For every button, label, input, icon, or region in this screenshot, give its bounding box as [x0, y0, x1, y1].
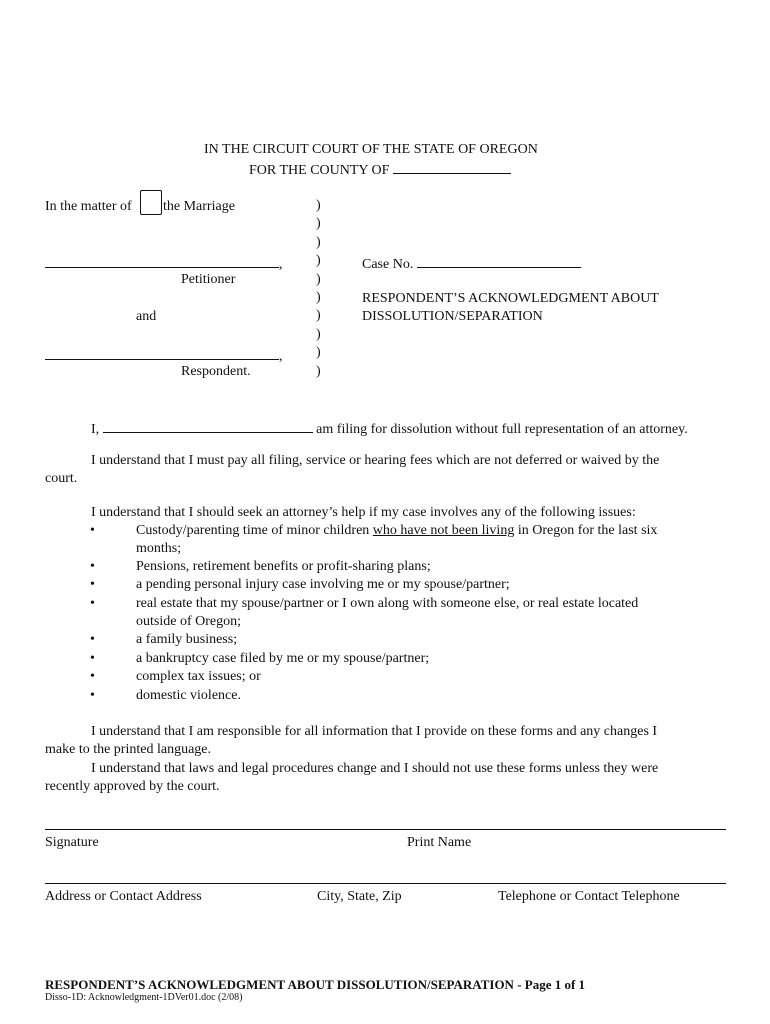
- bullet-symbol: •: [90, 651, 95, 666]
- bullet-family-business: a family business;: [136, 632, 238, 647]
- petitioner-comma: ,: [279, 257, 283, 272]
- footer-title: RESPONDENT’S ACKNOWLEDGMENT ABOUT DISSOLUTION/SEPARATION - Page 1 of 1: [45, 977, 586, 992]
- bullet-domestic-violence: domestic violence.: [136, 688, 241, 703]
- bullet-custody-text-end: in Oregon for the last six: [514, 523, 658, 538]
- responsible-line1: I understand that I am responsible for all information that I provide on these forms and any changes I: [91, 724, 658, 739]
- address-label: Address or Contact Address: [45, 889, 202, 904]
- case-number-row: [362, 253, 581, 274]
- bullet-symbol: •: [90, 577, 95, 592]
- county-field[interactable]: [393, 159, 511, 174]
- print-name-label: Print Name: [407, 835, 472, 850]
- paren: ): [316, 308, 321, 324]
- signature-line[interactable]: [45, 829, 726, 830]
- telephone-label: Telephone or Contact Telephone: [498, 889, 680, 904]
- bullet-real-estate: real estate that my spouse/partner or I own along with someone else, or real estate located: [136, 596, 639, 611]
- responsible-line2: make to the printed language.: [45, 742, 211, 757]
- paren: ): [316, 345, 321, 361]
- petitioner-name-field[interactable]: [45, 253, 279, 268]
- fees-line2: court.: [45, 471, 78, 486]
- filer-statement: [91, 418, 688, 439]
- bullet-custody: [136, 522, 657, 540]
- signature-label: Signature: [45, 835, 99, 850]
- bullet-symbol: •: [90, 559, 95, 574]
- filer-name-field[interactable]: [103, 418, 313, 433]
- bullet-real-estate-continued: outside of Oregon;: [136, 614, 241, 629]
- caption-parentheses: [316, 197, 326, 381]
- filing-text: am filing for dissolution without full representation of an attorney.: [316, 422, 688, 437]
- respondent-name-field[interactable]: [45, 345, 279, 360]
- paren: ): [316, 198, 321, 213]
- paren: ): [316, 363, 321, 379]
- matter-prefix: In the matter of: [45, 199, 132, 214]
- address-line[interactable]: [45, 883, 726, 884]
- respondent-label: Respondent.: [181, 364, 251, 379]
- bullet-symbol: •: [90, 596, 95, 611]
- matter-checkbox[interactable]: [140, 190, 162, 215]
- bullet-injury-case: a pending personal injury case involving me or my spouse/partner;: [136, 577, 510, 592]
- bullet-pensions: Pensions, retirement benefits or profit-sharing plans;: [136, 559, 431, 574]
- paren: ): [316, 253, 321, 269]
- paren: ): [316, 326, 321, 342]
- county-label: FOR THE COUNTY OF: [249, 163, 390, 178]
- fees-line1: I understand that I must pay all filing, service or hearing fees which are not deferred or waived by the: [91, 453, 660, 468]
- bullet-bankruptcy: a bankruptcy case filed by me or my spouse/partner;: [136, 651, 430, 666]
- paren: ): [316, 289, 321, 305]
- document-title-line2: DISSOLUTION/SEPARATION: [362, 309, 543, 324]
- petitioner-name-row: [45, 253, 283, 274]
- laws-line2: recently approved by the court.: [45, 779, 220, 794]
- bullet-tax-issues: complex tax issues; or: [136, 669, 261, 684]
- bullet-custody-text: Custody/parenting time of minor children: [136, 523, 373, 538]
- petitioner-label: Petitioner: [181, 272, 236, 287]
- bullet-custody-continued: months;: [136, 541, 182, 556]
- bullet-symbol: •: [90, 523, 95, 538]
- respondent-comma: ,: [279, 349, 283, 364]
- paren: ): [316, 234, 321, 250]
- paren: ): [316, 271, 321, 287]
- and-label: and: [136, 309, 157, 324]
- bullet-symbol: •: [90, 688, 95, 703]
- county-line: [249, 159, 511, 180]
- paren: ): [316, 216, 321, 232]
- bullet-symbol: •: [90, 669, 95, 684]
- court-heading: IN THE CIRCUIT COURT OF THE STATE OF OREGON: [204, 142, 538, 157]
- document-title-line1: RESPONDENT’S ACKNOWLEDGMENT ABOUT: [362, 291, 659, 306]
- i-prefix: I,: [91, 422, 100, 437]
- laws-line1: I understand that laws and legal procedures change and I should not use these forms unless they were: [91, 761, 659, 776]
- attorney-intro: I understand that I should seek an attorney’s help if my case involves any of the following issues:: [91, 505, 636, 520]
- matter-suffix: the Marriage: [163, 199, 235, 214]
- bullet-custody-underlined: who have not been living: [372, 523, 515, 538]
- bullet-symbol: •: [90, 632, 95, 647]
- city-state-zip-label: City, State, Zip: [317, 889, 402, 904]
- footer-doc-id: Disso-1D: Acknowledgment-1DVer01.doc (2/08): [45, 992, 243, 1003]
- case-number-field[interactable]: [417, 253, 581, 268]
- case-number-label: Case No.: [362, 257, 414, 272]
